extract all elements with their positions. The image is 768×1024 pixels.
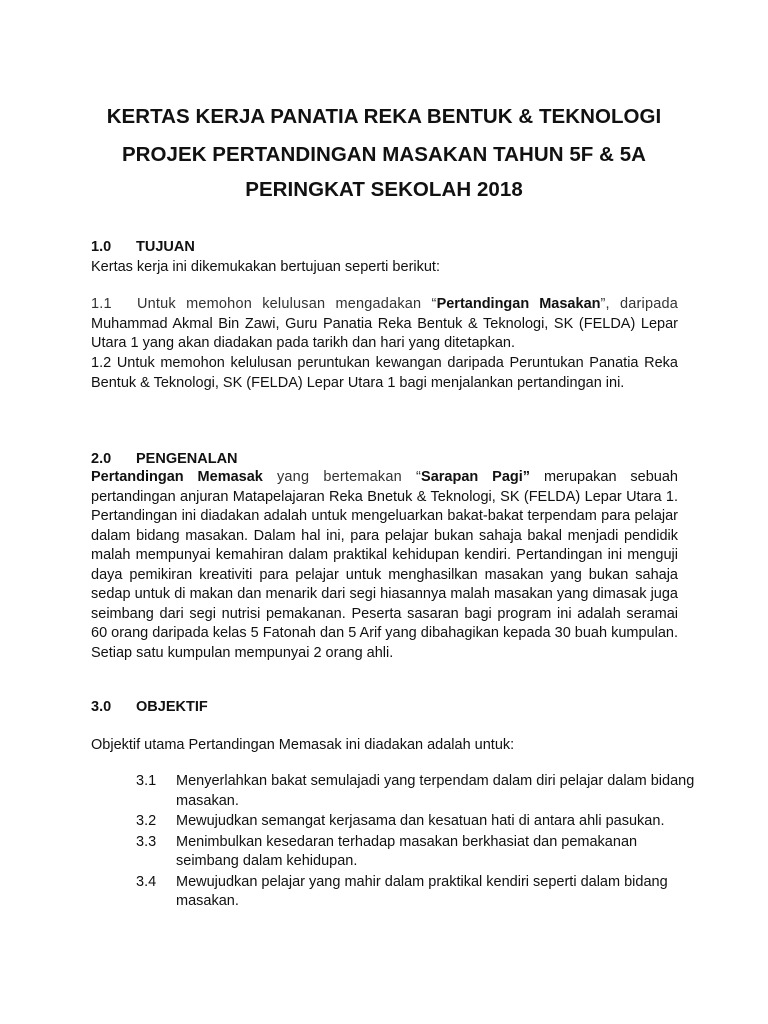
section-number: 3.0: [91, 699, 112, 715]
body-bold-2: Sarapan Pagi”: [421, 469, 531, 485]
item-number: 3.1: [136, 773, 157, 789]
item-number: 1.1: [91, 296, 112, 312]
section-title: OBJEKTIF: [136, 699, 208, 715]
title-line-2: PROJEK PERTANDINGAN MASAKAN TAHUN 5F & 5A: [121, 143, 647, 166]
item-number: 3.3: [136, 833, 157, 850]
section-1-item-1: [91, 295, 678, 354]
list-item: [136, 833, 696, 872]
title-line-3: PERINGKAT SEKOLAH 2018: [245, 178, 523, 201]
section-1-intro: Kertas kerja ini dikemukakan bertujuan seperti berikut:: [91, 259, 440, 275]
section-2-body: [91, 468, 678, 663]
section-title: PENGENALAN: [136, 451, 238, 467]
body-light-1: yang bertemakan “: [262, 469, 422, 485]
section-3-intro: Objektif utama Pertandingan Memasak ini diadakan adalah untuk:: [91, 737, 515, 753]
objective-list: [136, 772, 696, 913]
section-1-heading: [91, 240, 195, 255]
item-number: 3.4: [136, 873, 157, 890]
section-3-heading: [91, 700, 208, 715]
section-number: 2.0: [91, 451, 112, 467]
item-text: Mewujudkan semangat kerjasama dan kesatuan hati di antara ahli pasukan.: [176, 813, 665, 829]
item-number: 3.2: [136, 813, 157, 829]
section-title: TUJUAN: [136, 239, 195, 255]
body-bold-1: Pertandingan Memasak: [91, 469, 263, 485]
section-2-heading: [91, 452, 238, 467]
item-text: Menyerlahkan bakat semulajadi yang terpendam dalam diri pelajar dalam bidang masakan.: [176, 773, 695, 809]
title-line-1: KERTAS KERJA PANATIA REKA BENTUK & TEKNOLOGI: [106, 105, 662, 128]
list-item: [136, 873, 696, 912]
item-text-b: ”, daripada: [600, 296, 679, 312]
item-text-bold: Pertandingan Masakan: [436, 296, 601, 312]
section-number: 1.0: [91, 239, 112, 255]
body-rest: merupakan sebuah pertandingan anjuran Matapelajaran Reka Bnetuk & Teknologi, SK (FELDA) Lepar Utara 1. Pertandingan ini diadakan adalah untuk mengeluarkan bakat-bakat terpendam para pelajar dalam bidang masakan. Dalam hal ini, para pelajar bukan sahaja bakal menjadi pendidik malah mempunyai kemahiran dalam praktikal kehidupan kendiri. Pertandingan ini menguji daya pemikiran kreativiti para pelajar untuk menghasilkan masakan yang bukan sahaja sedap untuk di makan dan menarik dari segi hiasannya malah masakan yang dimasak juga seimbang dari segi nutrisi pemakanan. Peserta sasaran bagi program ini adalah seramai 60 orang daripada kelas 5 Fatonah dan 5 Arif yang dibahagikan kepada 30 buah kumpulan. Setiap satu kumpulan mempunyai 2 orang ahli.: [91, 469, 679, 661]
item-text-a: Untuk memohon kelulusan mengadakan “: [137, 296, 437, 312]
list-item: [136, 772, 696, 811]
list-item: [136, 812, 696, 832]
item-text-c: Muhammad Akmal Bin Zawi, Guru Panatia Reka Bentuk & Teknologi, SK (FELDA) Lepar Utara 1 yang akan diadakan pada tarikh dan hari yang ditetapkan.: [91, 315, 678, 351]
item-text: Mewujudkan pelajar yang mahir dalam praktikal kendiri seperti dalam bidang masakan.: [176, 873, 668, 909]
item-text: Menimbulkan kesedaran terhadap masakan berkhasiat dan pemakanan seimbang dalam kehidupan.: [176, 833, 638, 869]
section-1-item-2: 1.2 Untuk memohon kelulusan peruntukan kewangan daripada Peruntukan Panatia Reka Bentuk & Teknologi, SK (FELDA) Lepar Utara 1 bagi menjalankan pertandingan ini.: [91, 355, 678, 391]
